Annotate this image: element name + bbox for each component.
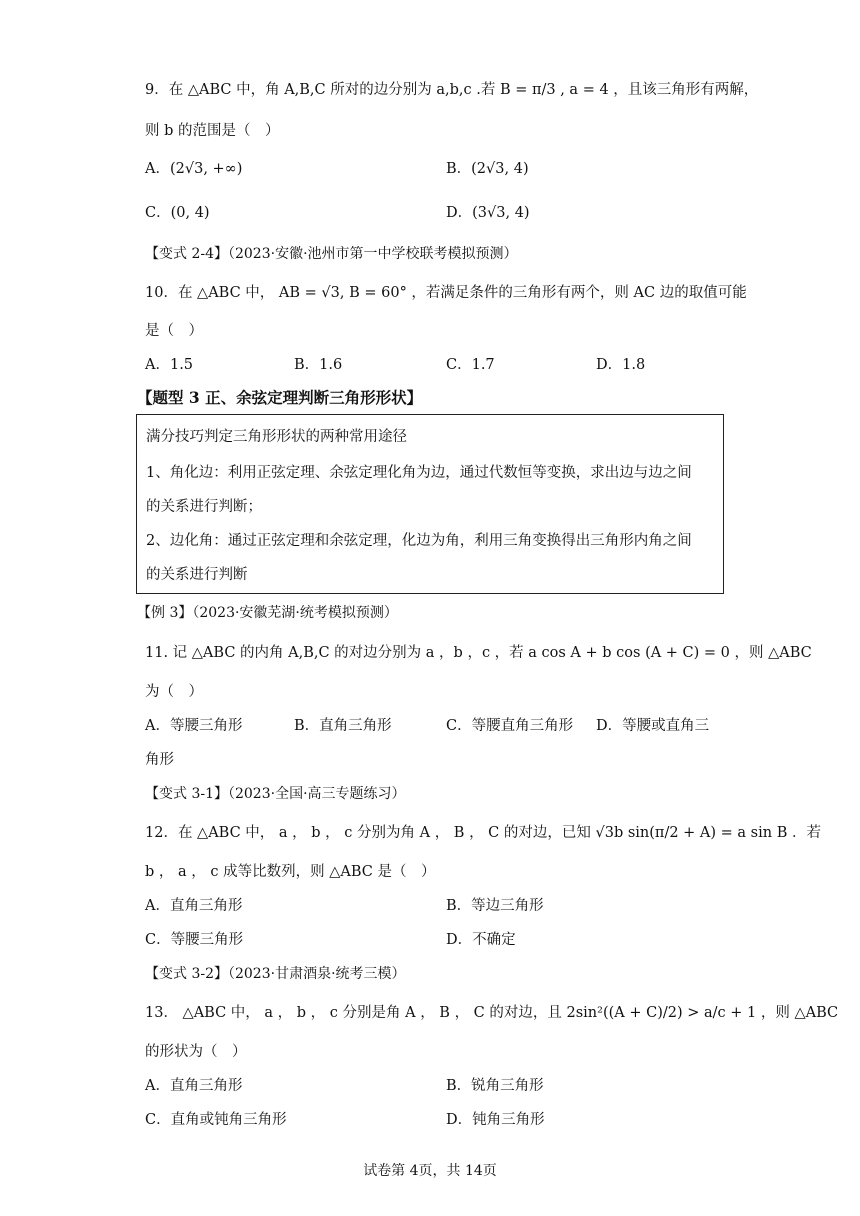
q12-option-d: D．不确定 (446, 932, 516, 948)
q9-stem-line1: 9．在 △ABC 中，角 A,B,C 所对的边分别为 a,b,c .若 B = π/3 , a = 4 ，且该三角形有两解， (145, 82, 759, 98)
q11-stem-line1: 11. 记 △ABC 的内角 A,B,C 的对边分别为 a ，b ，c ，若 a cos A + b cos (A + C) = 0 ，则 △ABC (145, 645, 812, 661)
tip-box-line3: 2、边化角：通过正弦定理和余弦定理，化边为角，利用三角变换得出三角形内角之间 (146, 533, 692, 549)
q10-stem-line1: 10．在 △ABC 中， AB = √3, B = 60° ，若满足条件的三角形有两个，则 AC 边的取值可能 (145, 285, 747, 301)
q11-stem-line2: 为（ ） (145, 684, 203, 700)
q10-stem-line2: 是（ ） (145, 323, 203, 339)
q10-option-d: D．1.8 (596, 357, 646, 373)
q12-stem-line2: b ， a ， c 成等比数列，则 △ABC 是（ ） (145, 864, 436, 880)
q12-option-a: A．直角三角形 (145, 898, 243, 914)
variant-3-1-source: 【变式 3-1】（2023·全国·高三专题练习） (145, 786, 406, 802)
q13-stem-line2: 的形状为（ ） (145, 1044, 247, 1060)
q9-option-b: B．(2√3, 4) (446, 161, 529, 177)
q11-option-b: B．直角三角形 (294, 718, 392, 734)
q13-option-a: A．直角三角形 (145, 1078, 243, 1094)
q9-option-a: A．(2√3, +∞) (145, 161, 243, 177)
tip-box (136, 414, 724, 594)
tip-box-line4: 的关系进行判断 (146, 567, 248, 583)
section-3-heading: 【题型 3 正、余弦定理判断三角形形状】 (137, 388, 423, 407)
page-footer: 试卷第 4页，共 14页 (363, 1163, 497, 1179)
q13-stem-line1: 13． △ABC 中， a ， b ， c 分别是角 A ， B ， C 的对边，且 2sin²((A + C)/2) > a/c + 1 ，则 △ABC (145, 1005, 839, 1021)
q12-option-c: C．等腰三角形 (145, 932, 244, 948)
q11-option-d-continued: 角形 (145, 752, 174, 768)
q10-option-a: A．1.5 (145, 357, 194, 373)
variant-3-2-source: 【变式 3-2】（2023·甘肃酒泉·统考三模） (145, 966, 406, 982)
example-3-source: 【例 3】（2023·安徽芜湖·统考模拟预测） (137, 605, 398, 621)
q9-stem-line2: 则 b 的范围是（ ） (145, 123, 280, 139)
q13-option-b: B．锐角三角形 (446, 1078, 544, 1094)
q10-option-b: B．1.6 (294, 357, 343, 373)
q12-stem-line1: 12．在 △ABC 中， a ， b ， c 分别为角 A ， B ， C 的对边，已知 √3b sin(π/2 + A) = a sin B ．若 (145, 825, 821, 841)
q9-option-d: D．(3√3, 4) (446, 205, 530, 221)
q11-option-a: A．等腰三角形 (145, 718, 243, 734)
q9-option-c: C．(0, 4) (145, 205, 210, 221)
q11-option-c: C．等腰直角三角形 (446, 718, 574, 734)
variant-2-4-source: 【变式 2-4】（2023·安徽·池州市第一中学校联考模拟预测） (145, 246, 518, 262)
q11-option-d: D．等腰或直角三 (596, 718, 710, 734)
tip-box-line2: 的关系进行判断； (146, 499, 262, 515)
q13-option-d: D．钝角三角形 (446, 1112, 545, 1128)
tip-box-line1: 1、角化边：利用正弦定理、余弦定理化角为边，通过代数恒等变换，求出边与边之间 (146, 465, 692, 481)
tip-box-title: 满分技巧判定三角形形状的两种常用途径 (146, 429, 407, 445)
q10-option-c: C．1.7 (446, 357, 495, 373)
q13-option-c: C．直角或钝角三角形 (145, 1112, 287, 1128)
q12-option-b: B．等边三角形 (446, 898, 544, 914)
